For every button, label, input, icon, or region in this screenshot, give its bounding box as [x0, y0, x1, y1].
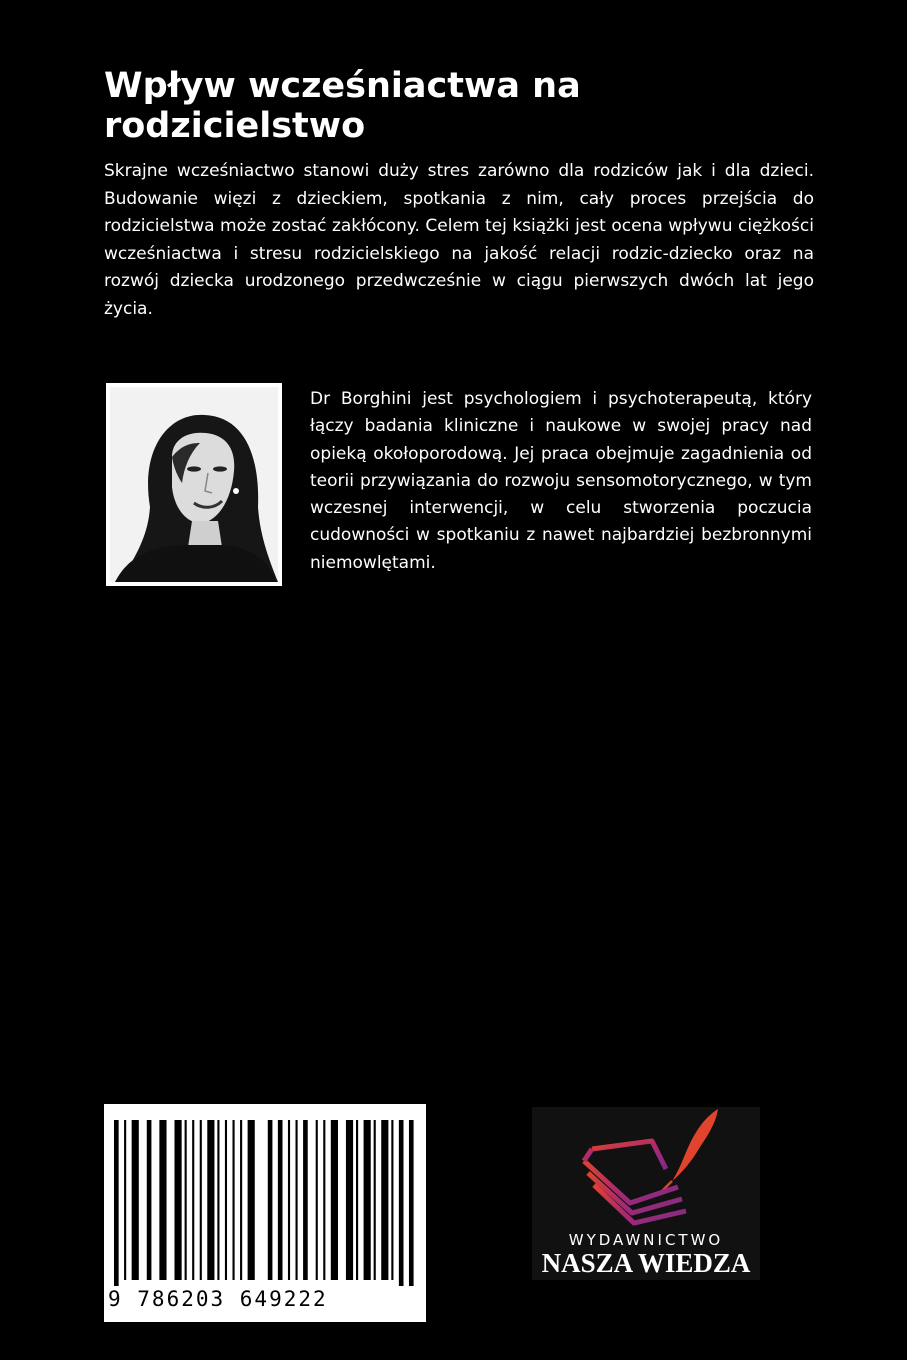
barcode-bar — [364, 1120, 371, 1280]
barcode-bar — [268, 1120, 273, 1280]
barcode-bar — [124, 1120, 126, 1280]
barcode-bar — [288, 1120, 290, 1280]
barcode-bar — [132, 1120, 139, 1280]
barcode-bar — [114, 1120, 119, 1286]
author-bio: Dr Borghini jest psychologiem i psychoterapeutą, który łączy badania kliniczne i naukowe w swojej pracy nad opieką okołoporodową. Jej praca obejmuje zagadnienia od teorii przywiązania do rozwoju sensomotorycznego, w tym wczesnej interwencji, w celu stworzenia poczucia cudowności w spotkaniu z nawet najbardziej bezbronnymi niemowlętami. — [310, 389, 812, 573]
barcode-bar — [192, 1120, 194, 1280]
publisher-logo — [532, 1107, 760, 1280]
barcode-bar — [278, 1120, 283, 1280]
barcode-bar — [381, 1120, 388, 1280]
barcode-bar — [200, 1120, 202, 1280]
barcode-bar — [391, 1120, 393, 1280]
barcode-bar — [147, 1120, 152, 1280]
barcode-bar — [316, 1120, 318, 1280]
barcode-bar — [159, 1120, 166, 1280]
book-title: Wpływ wcześniactwa na rodzicielstwo — [104, 66, 581, 146]
barcode-bar — [217, 1120, 219, 1280]
barcode-bar — [399, 1120, 404, 1286]
author-photo — [106, 383, 282, 586]
barcode-bar — [175, 1120, 182, 1280]
barcode-bar — [323, 1120, 325, 1280]
barcode-bar — [248, 1120, 255, 1280]
barcode-bar — [331, 1120, 338, 1280]
barcode-bar — [185, 1120, 187, 1280]
isbn-number: 9 786203 649222 — [108, 1287, 328, 1311]
book-quill-icon — [532, 1107, 760, 1232]
barcode-bar — [303, 1120, 308, 1280]
barcode-bar — [346, 1120, 353, 1280]
barcode-bar — [225, 1120, 227, 1280]
barcode-bar — [296, 1120, 298, 1280]
author-portrait-image — [110, 387, 278, 582]
publisher-label: WYDAWNICTWO — [568, 1231, 724, 1249]
barcode-bar — [240, 1120, 242, 1280]
barcode-bars — [104, 1104, 426, 1288]
barcode-bar — [207, 1120, 214, 1280]
barcode-bar — [356, 1120, 358, 1280]
barcode-bar — [374, 1120, 376, 1280]
isbn-barcode — [104, 1104, 426, 1322]
barcode-bar — [409, 1120, 414, 1286]
barcode-bar — [232, 1120, 234, 1280]
publisher-name: NASZA WIEDZA — [541, 1248, 751, 1278]
book-summary: Skrajne wcześniactwo stanowi duży stres zarówno dla rodziców jak i dla dzieci. Budowanie więzi z dzieckiem, spotkania z nim, cały proces przejścia do rodzicielstwa może zostać zakłócony. Celem tej książki jest ocena wpływu ciężkości wcześniactwa i stresu rodzicielskiego na jakość relacji rodzic-dziecko oraz na rozwój dziecka urodzonego przedwcześnie w ciągu pierwszych dwóch lat jego życia. — [104, 161, 814, 319]
